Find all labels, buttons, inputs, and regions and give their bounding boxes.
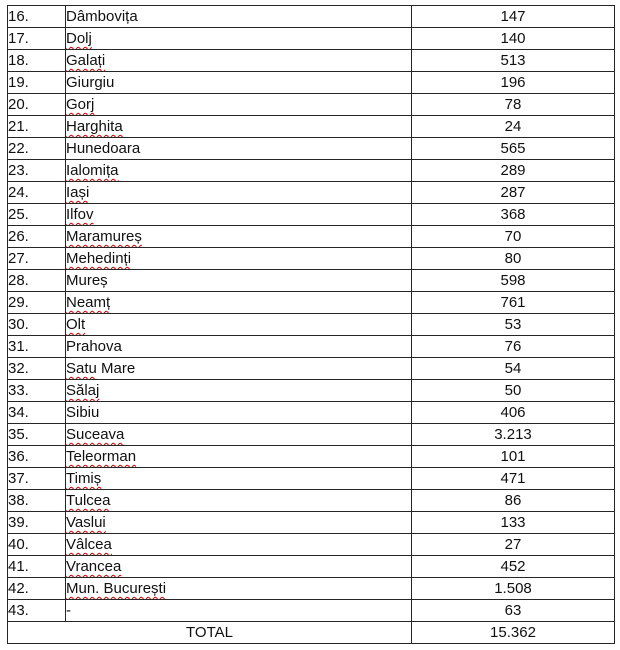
total-row: [8, 622, 615, 644]
county-name-cell: Satu Mare: [66, 358, 412, 380]
row-number-cell: 32.: [8, 358, 66, 380]
table-row: [8, 138, 615, 160]
row-number-cell: 16.: [8, 6, 66, 28]
count-value-cell: 53: [412, 314, 615, 336]
county-name-cell: Prahova: [66, 336, 412, 358]
misspelled-word: Mehedinți: [66, 250, 132, 267]
misspelled-word: Vrancea: [66, 558, 122, 575]
count-value-cell: 86: [412, 490, 615, 512]
misspelled-word: Harghita: [66, 118, 123, 135]
county-name-cell: [66, 160, 412, 182]
table-row: [8, 424, 615, 446]
misspelled-word: Tulcea: [66, 492, 111, 509]
counties-table-body: [8, 6, 615, 622]
county-name-cell: [66, 380, 412, 402]
misspelled-word: Neamț: [66, 294, 111, 311]
row-number-cell: 24.: [8, 182, 66, 204]
count-value-cell: 147: [412, 6, 615, 28]
table-row: [8, 358, 615, 380]
table-row: [8, 512, 615, 534]
count-value-cell: 133: [412, 512, 615, 534]
row-number-cell: 40.: [8, 534, 66, 556]
county-name-cell: [66, 424, 412, 446]
table-row: [8, 336, 615, 358]
county-name-cell: -: [66, 600, 412, 622]
count-value-cell: 27: [412, 534, 615, 556]
row-number-cell: 31.: [8, 336, 66, 358]
table-row: [8, 380, 615, 402]
count-value-cell: 76: [412, 336, 615, 358]
row-number-cell: 33.: [8, 380, 66, 402]
row-number-cell: 21.: [8, 116, 66, 138]
row-number-cell: 43.: [8, 600, 66, 622]
table-row: [8, 292, 615, 314]
county-name-cell: [66, 94, 412, 116]
row-number-cell: 23.: [8, 160, 66, 182]
county-name-cell: Mureș: [66, 270, 412, 292]
misspelled-word: Ialomița: [66, 162, 119, 179]
county-name-cell: [66, 534, 412, 556]
misspelled-word: Dolj: [66, 30, 92, 47]
counties-table: [7, 5, 615, 644]
misspelled-word: Teleorman: [66, 448, 137, 465]
misspelled-word: Suceava: [66, 426, 125, 443]
count-value-cell: 287: [412, 182, 615, 204]
table-row: [8, 578, 615, 600]
table-row: [8, 270, 615, 292]
misspelled-word: Vaslui: [66, 514, 106, 531]
county-name-cell: [66, 292, 412, 314]
count-value-cell: 368: [412, 204, 615, 226]
row-number-cell: 25.: [8, 204, 66, 226]
row-number-cell: 18.: [8, 50, 66, 72]
misspelled-word: Gorj: [66, 96, 95, 113]
table-row: [8, 402, 615, 424]
county-name-cell: [66, 116, 412, 138]
count-value-cell: 196: [412, 72, 615, 94]
row-number-cell: 38.: [8, 490, 66, 512]
county-name-cell: [66, 512, 412, 534]
row-number-cell: 28.: [8, 270, 66, 292]
table-row: [8, 28, 615, 50]
row-number-cell: 20.: [8, 94, 66, 116]
table-row: [8, 468, 615, 490]
count-value-cell: 80: [412, 248, 615, 270]
table-row: [8, 160, 615, 182]
row-number-cell: 26.: [8, 226, 66, 248]
row-number-cell: 37.: [8, 468, 66, 490]
count-value-cell: 1.508: [412, 578, 615, 600]
row-number-cell: 42.: [8, 578, 66, 600]
count-value-cell: 598: [412, 270, 615, 292]
table-row: [8, 534, 615, 556]
row-number-cell: 35.: [8, 424, 66, 446]
count-value-cell: 289: [412, 160, 615, 182]
county-name-cell: Sibiu: [66, 402, 412, 424]
total-label-cell: TOTAL: [8, 622, 412, 644]
row-number-cell: 34.: [8, 402, 66, 424]
table-row: [8, 314, 615, 336]
misspelled-word: Sălaj: [66, 382, 100, 399]
table-row: [8, 50, 615, 72]
count-value-cell: 471: [412, 468, 615, 490]
county-name-cell: Hunedoara: [66, 138, 412, 160]
count-value-cell: 63: [412, 600, 615, 622]
count-value-cell: 761: [412, 292, 615, 314]
misspelled-word: Maramureș: [66, 228, 142, 245]
count-value-cell: 3.213: [412, 424, 615, 446]
table-row: [8, 182, 615, 204]
county-name-cell: [66, 28, 412, 50]
county-name-cell: Giurgiu: [66, 72, 412, 94]
misspelled-word: Vâlcea: [66, 536, 112, 553]
row-number-cell: 17.: [8, 28, 66, 50]
row-number-cell: 29.: [8, 292, 66, 314]
count-value-cell: 565: [412, 138, 615, 160]
table-row: [8, 94, 615, 116]
county-name-cell: [66, 314, 412, 336]
misspelled-word: Mun. București: [66, 580, 167, 597]
misspelled-word: Iași: [66, 184, 90, 201]
misspelled-word: Olt: [66, 316, 86, 333]
row-number-cell: 39.: [8, 512, 66, 534]
county-name-cell: [66, 446, 412, 468]
table-row: [8, 6, 615, 28]
table-row: [8, 248, 615, 270]
misspelled-word: Ilfov: [66, 206, 94, 223]
count-value-cell: 54: [412, 358, 615, 380]
count-value-cell: 452: [412, 556, 615, 578]
county-name-cell: Dâmbovița: [66, 6, 412, 28]
row-number-cell: 19.: [8, 72, 66, 94]
table-row: [8, 446, 615, 468]
table-row: [8, 556, 615, 578]
total-value-cell: 15.362: [412, 622, 615, 644]
row-number-cell: 30.: [8, 314, 66, 336]
count-value-cell: 140: [412, 28, 615, 50]
row-number-cell: 27.: [8, 248, 66, 270]
count-value-cell: 513: [412, 50, 615, 72]
table-row: [8, 490, 615, 512]
county-name-cell: [66, 490, 412, 512]
misspelled-word: Timiș: [66, 470, 102, 487]
count-value-cell: 24: [412, 116, 615, 138]
county-name-cell: [66, 226, 412, 248]
count-value-cell: 406: [412, 402, 615, 424]
count-value-cell: 70: [412, 226, 615, 248]
county-name-cell: [66, 556, 412, 578]
table-row: [8, 116, 615, 138]
misspelled-word: Galați: [66, 52, 106, 69]
table-row: [8, 204, 615, 226]
county-name-cell: [66, 578, 412, 600]
row-number-cell: 36.: [8, 446, 66, 468]
count-value-cell: 101: [412, 446, 615, 468]
count-value-cell: 50: [412, 380, 615, 402]
row-number-cell: 41.: [8, 556, 66, 578]
county-name-cell: [66, 182, 412, 204]
county-name-cell: [66, 248, 412, 270]
count-value-cell: 78: [412, 94, 615, 116]
table-row: [8, 600, 615, 622]
table-row: [8, 226, 615, 248]
county-name-cell: [66, 204, 412, 226]
county-name-cell: [66, 50, 412, 72]
misspelled-word: Satu: [66, 360, 97, 377]
row-number-cell: 22.: [8, 138, 66, 160]
table-row: [8, 72, 615, 94]
county-name-cell: [66, 468, 412, 490]
